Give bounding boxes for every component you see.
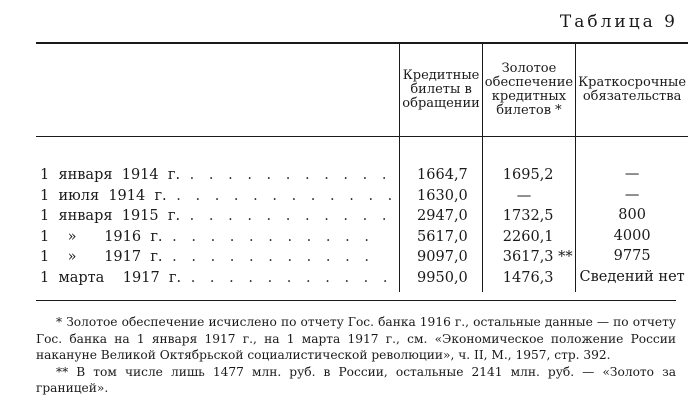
header-short-term: Краткосрочные обязательства xyxy=(576,43,689,137)
short-term-value: 800 xyxy=(618,207,646,223)
row-date: 1 января 1914 г. . . . . . . . . . . . xyxy=(36,165,400,186)
short-term-value: Сведений нет xyxy=(579,268,685,285)
leader-dots: . . . . . . . . . . . xyxy=(181,269,393,286)
leader-dots: . . . . . . . . . . . xyxy=(180,208,392,224)
gold-reserve-value: 2260,1 xyxy=(482,227,575,248)
credit-notes-value: 1630,0 xyxy=(400,186,483,207)
row-date: 1 марта 1917 г. . . . . . . . . . . . xyxy=(36,268,400,293)
table-row xyxy=(36,227,688,248)
table-row xyxy=(36,186,688,207)
header-gold-reserve: Золотое обеспечение кредитных билетов * xyxy=(482,43,575,137)
short-term-value: 4000 xyxy=(613,227,651,244)
gold-reserve-value: 3617,3 ** xyxy=(482,247,575,268)
leader-dots: . . . . . . . . . . . xyxy=(162,228,374,245)
short-term-value: — xyxy=(624,186,640,203)
table-body xyxy=(36,137,688,293)
header-label-cell xyxy=(36,43,400,137)
row-date: 1 » 1917 г. . . . . . . . . . . . xyxy=(36,247,400,268)
table-row xyxy=(36,206,688,227)
short-term-value: — xyxy=(624,166,640,182)
short-term-value: 9775 xyxy=(613,248,651,264)
gold-reserve-value: 1476,3 xyxy=(482,268,575,293)
leader-dots: . . . . . . . . . . . xyxy=(180,167,392,183)
leader-dots: . . . . . . . . . . . . xyxy=(166,187,398,204)
footnote-1: * Золотое обеспечение исчислено по отчету Гос. банка 1916 г., остальные данные — по отчету Гос. банка на 1 января 1917 г., на 1 марта 1917 г., см. «Экономическое положение России накануне Великой Октябрьской социалистической революции», ч. II, М., 1957, стр. 392. xyxy=(36,315,676,362)
header-credit-notes: Кредитные билеты в обращении xyxy=(400,43,483,137)
table-caption: Таблица 9 xyxy=(559,12,678,32)
footnote-2: ** В том числе лишь 1477 млн. руб. в России, остальные 2141 млн. руб. — «Золото за границей». xyxy=(36,364,676,395)
footnotes xyxy=(36,314,676,397)
row-date: 1 » 1916 г. . . . . . . . . . . . xyxy=(36,227,400,248)
row-date: 1 июля 1914 г. . . . . . . . . . . . . xyxy=(36,186,400,207)
credit-notes-value: 1664,7 xyxy=(400,165,483,186)
data-table xyxy=(36,42,688,292)
gold-reserve-value: 1695,2 xyxy=(482,165,575,186)
gold-reserve-value: — xyxy=(482,186,575,207)
credit-notes-value: 2947,0 xyxy=(400,206,483,227)
gold-reserve-value: 1732,5 xyxy=(482,206,575,227)
table-row xyxy=(36,268,688,293)
credit-notes-value: 5617,0 xyxy=(400,227,483,248)
credit-notes-value: 9950,0 xyxy=(400,268,483,293)
leader-dots: . . . . . . . . . . . xyxy=(162,249,374,265)
table-header xyxy=(36,43,688,137)
table-row xyxy=(36,247,688,268)
credit-notes-value: 9097,0 xyxy=(400,247,483,268)
table-bottom-rule xyxy=(36,300,676,301)
row-date: 1 января 1915 г. . . . . . . . . . . . xyxy=(36,206,400,227)
table-row xyxy=(36,165,688,186)
